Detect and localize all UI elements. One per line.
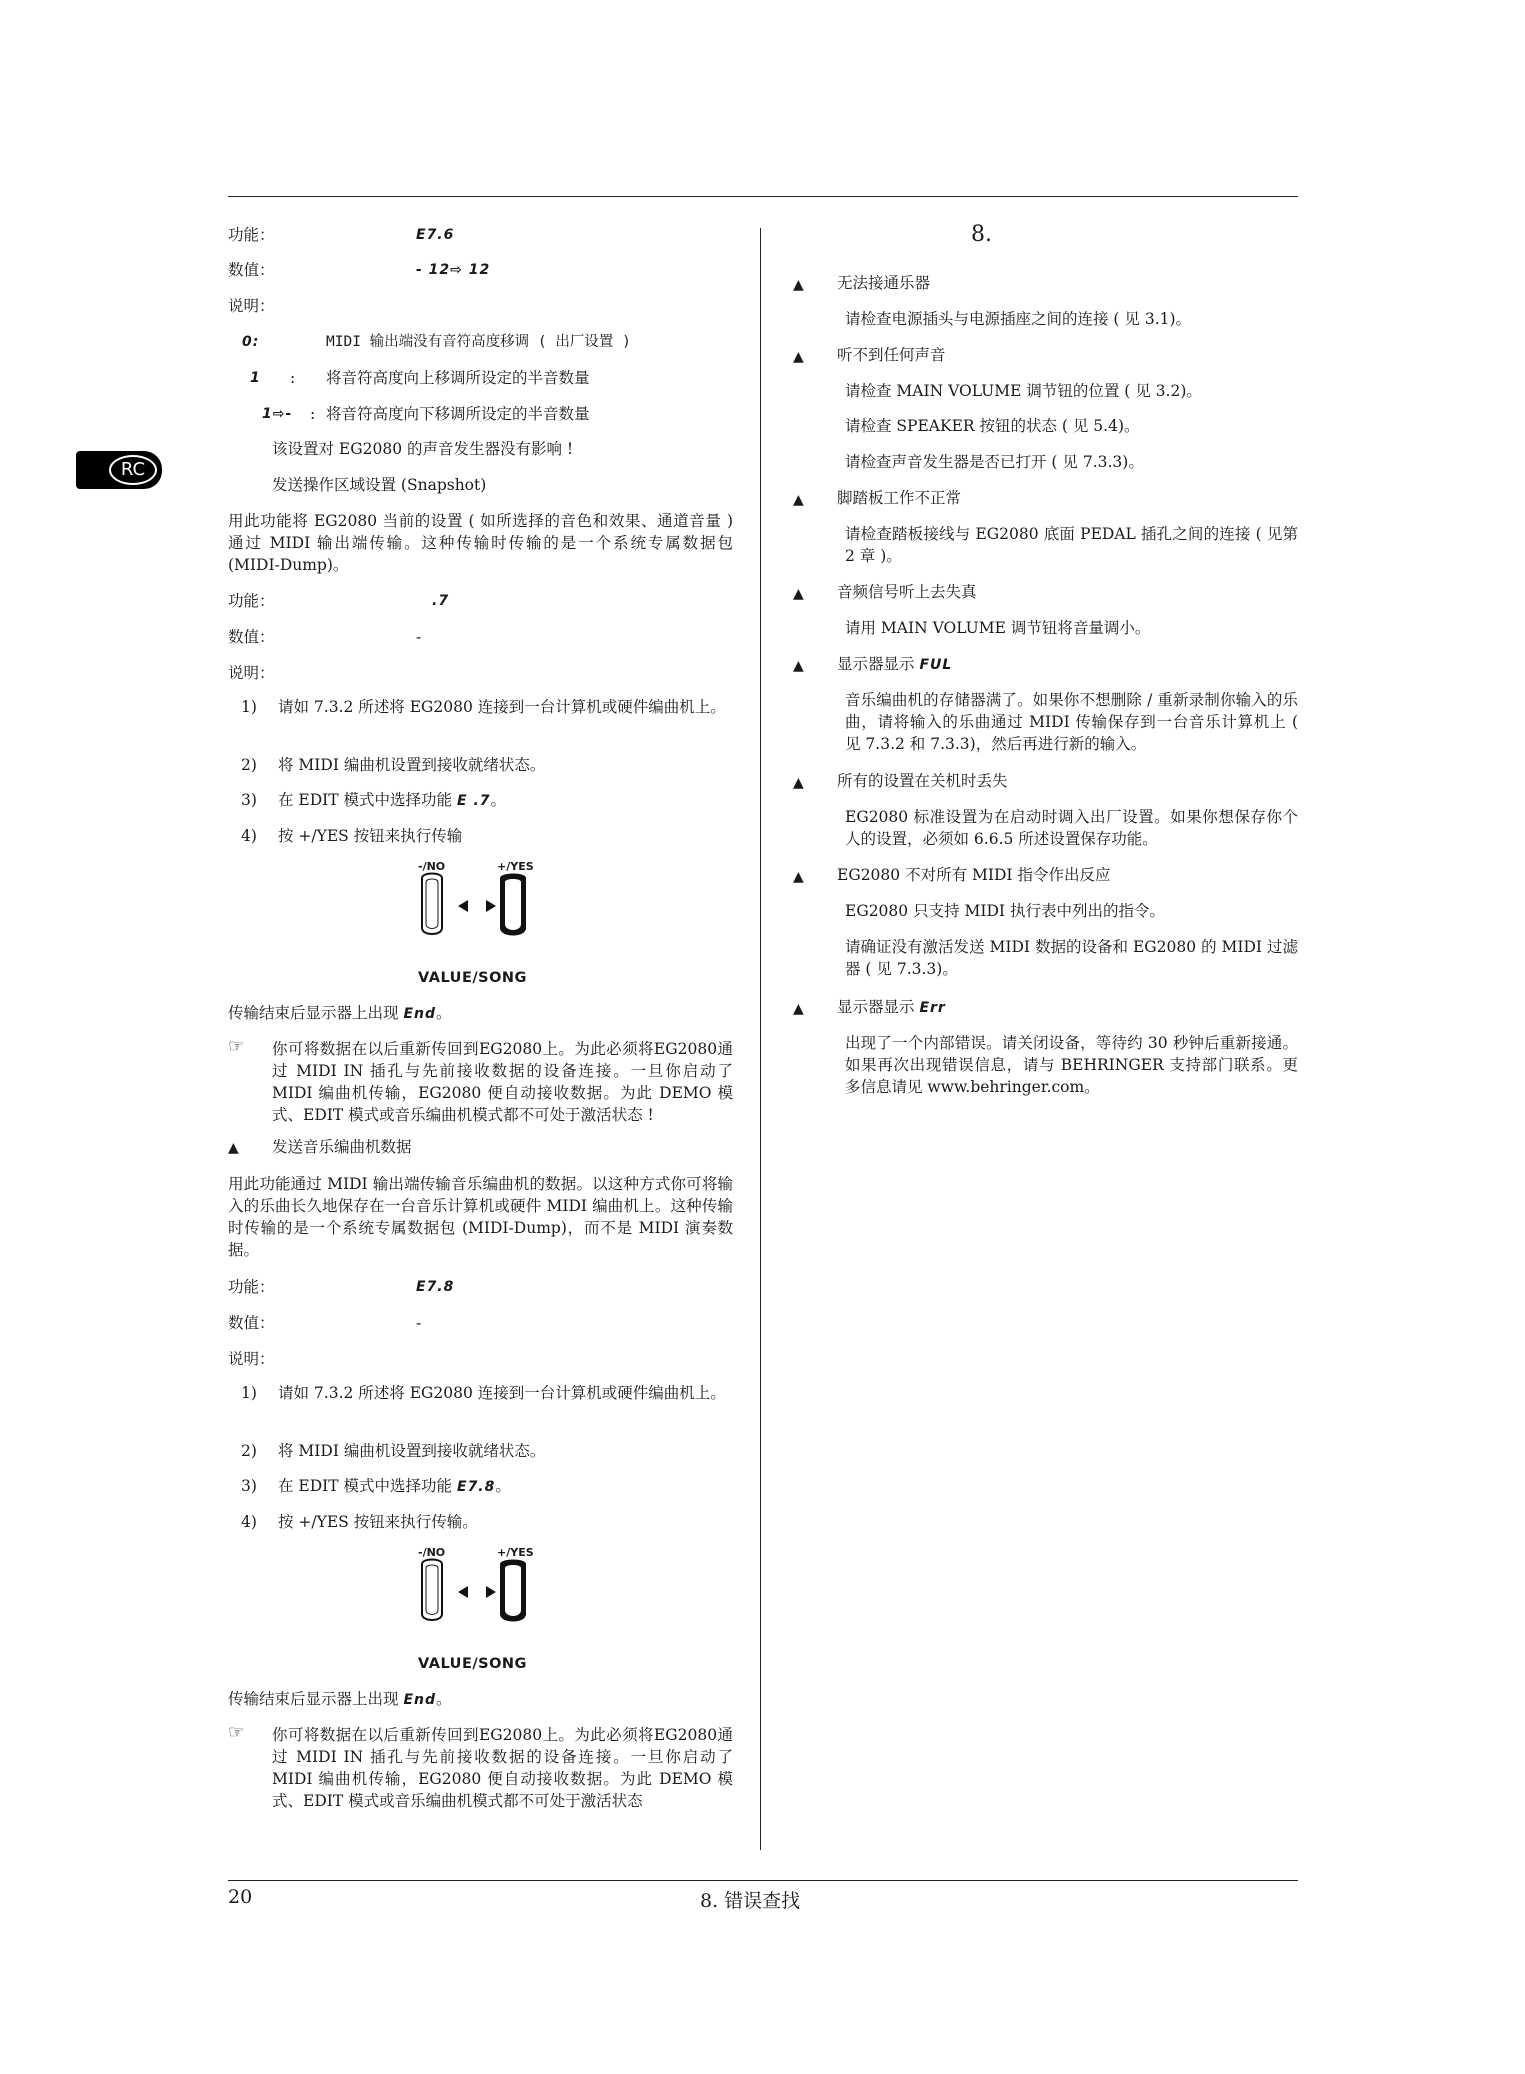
yes-button-label: +/YES <box>497 1546 534 1559</box>
problem-title: 音频信号听上去失真 <box>837 583 977 601</box>
triangle-bullet-icon: ▲ <box>793 277 804 293</box>
paragraph-snapshot: 用此功能将 EG2080 当前的设置 ( 如所选择的音色和效果、通道音量 ) 通过 MIDI 输出端传输。这种传输时传输的是一个系统专属数据包 (MIDI-Dump)。 <box>228 512 733 574</box>
problem-title: EG2080 不对所有 MIDI 指令作出反应 <box>837 866 1111 884</box>
display-code: E7.8 <box>457 1479 496 1495</box>
problem-text: 请用 MAIN VOLUME 调节钮将音量调小。 <box>845 619 1151 637</box>
header-rule <box>228 196 1298 197</box>
problem-title: 所有的设置在关机时丢失 <box>837 772 1008 790</box>
problem-title: 显示器显示 Err <box>837 998 946 1016</box>
triangle-bullet-icon: ▲ <box>793 775 804 791</box>
snapshot-heading: 发送操作区域设置 (Snapshot) <box>272 476 487 494</box>
right-arrow-icon <box>486 1586 496 1598</box>
no-button-label: -/NO <box>418 860 446 873</box>
triangle-bullet-icon: ▲ <box>793 492 804 508</box>
problem-text: 请检查声音发生器是否已打开 ( 见 7.3.3)。 <box>845 453 1144 471</box>
problem-text: EG2080 只支持 MIDI 执行表中列出的指令。 <box>845 902 1165 920</box>
problem-text: 请检查 SPEAKER 按钮的状态 ( 见 5.4)。 <box>845 417 1140 435</box>
note-2: 你可将数据在以后重新传回到EG2080上。为此必须将EG2080通过 MIDI IN 插孔与先前接收数据的设备连接。一旦你启动了 MIDI 编曲机传输，EG2080 便自动接收数据。为此 DEMO 模式、EDIT 模式或音乐编曲机模式都不可处于激活状态 <box>272 1726 733 1810</box>
display-code: E .7 <box>457 793 491 809</box>
left-arrow-icon <box>458 1586 468 1598</box>
language-badge <box>76 451 162 489</box>
problem-title: 听不到任何声音 <box>837 346 946 364</box>
pointing-hand-icon: ☞ <box>228 1722 245 1743</box>
problem-title: 无法接通乐器 <box>837 274 931 292</box>
triangle-bullet-icon: ▲ <box>228 1140 239 1156</box>
value-song-caption: VALUE/SONG <box>418 1656 527 1672</box>
chapter-heading: 8. <box>971 222 992 247</box>
problem-text: 出现了一个内部错误。请关闭设备，等待约 30 秒钟后重新接通。如果再次出现错误信息，请与 BEHRINGER 支持部门联系。更多信息请见 www.behringer.com。 <box>845 1034 1298 1096</box>
triangle-bullet-icon: ▲ <box>793 586 804 602</box>
problem-text: EG2080 标准设置为在启动时调入出厂设置。如果你想保存你个人的设置，必须如 6.6.5 所述设置保存功能。 <box>845 808 1298 848</box>
value-song-caption: VALUE/SONG <box>418 970 527 986</box>
right-arrow-icon <box>486 900 496 912</box>
footer-chapter-title: 8. 错误查找 <box>700 1890 801 1912</box>
footer-rule <box>228 1880 1298 1881</box>
problem-text: 请检查踏板接线与 EG2080 底面 PEDAL 插孔之间的连接 ( 见第 2 章 )。 <box>845 525 1298 565</box>
triangle-bullet-icon: ▲ <box>793 658 804 674</box>
problem-text: 请检查电源插头与电源插座之间的连接 ( 见 3.1)。 <box>845 310 1192 328</box>
column-divider <box>760 228 761 1850</box>
problem-text: 音乐编曲机的存储器满了。如果你不想删除 / 重新录制你输入的乐曲，请将输入的乐曲通过 MIDI 传输保存到一台音乐计算机上 ( 见 7.3.2 和 7.3.3)，然后再进行新的输入。 <box>845 691 1298 753</box>
display-code: End <box>403 1692 437 1708</box>
end-message-1: 传输结束后显示器上出现 End。 <box>228 1004 452 1022</box>
yes-button-label: +/YES <box>497 860 534 873</box>
display-code: FUL <box>919 657 953 673</box>
display-code: Err <box>919 1000 946 1016</box>
left-arrow-icon <box>458 900 468 912</box>
paragraph-sequencer: 用此功能通过 MIDI 输出端传输音乐编曲机的数据。以这种方式你可将输入的乐曲长久地保存在一台音乐计算机或硬件 MIDI 编曲机上。这种传输时传输的是一个系统专属数据包 (MIDI-Dump)，而不是 MIDI 演奏数据。 <box>228 1175 733 1259</box>
problem-text: 请确证没有激活发送 MIDI 数据的设备和 EG2080 的 MIDI 过滤器 ( 见 7.3.3)。 <box>845 938 1298 978</box>
problem-text: 请检查 MAIN VOLUME 调节钮的位置 ( 见 3.2)。 <box>845 382 1202 400</box>
no-button <box>422 1560 442 1621</box>
value-song-buttons-illustration <box>412 1556 542 1628</box>
value-song-buttons-illustration <box>412 870 542 942</box>
no-button-label: -/NO <box>418 1546 446 1559</box>
triangle-bullet-icon: ▲ <box>793 349 804 365</box>
display-code: End <box>403 1006 437 1022</box>
warning-text: 该设置对 EG2080 的声音发生器没有影响 ! <box>272 440 574 458</box>
language-badge-label: RC <box>109 455 157 485</box>
problem-title: 显示器显示 FUL <box>837 655 953 673</box>
send-sequencer-heading: 发送音乐编曲机数据 <box>272 1138 412 1156</box>
problem-title: 脚踏板工作不正常 <box>837 489 962 507</box>
no-button <box>422 874 442 935</box>
end-message-2: 传输结束后显示器上出现 End。 <box>228 1690 452 1708</box>
triangle-bullet-icon: ▲ <box>793 869 804 885</box>
triangle-bullet-icon: ▲ <box>793 1001 804 1017</box>
pointing-hand-icon: ☞ <box>228 1036 245 1057</box>
note-1: 你可将数据在以后重新传回到EG2080上。为此必须将EG2080通过 MIDI IN 插孔与先前接收数据的设备连接。一旦你启动了 MIDI 编曲机传输，EG2080 便自动接收数据。为此 DEMO 模式、EDIT 模式或音乐编曲机模式都不可处于激活状态 ! <box>272 1040 733 1124</box>
page-number: 20 <box>228 1886 253 1908</box>
